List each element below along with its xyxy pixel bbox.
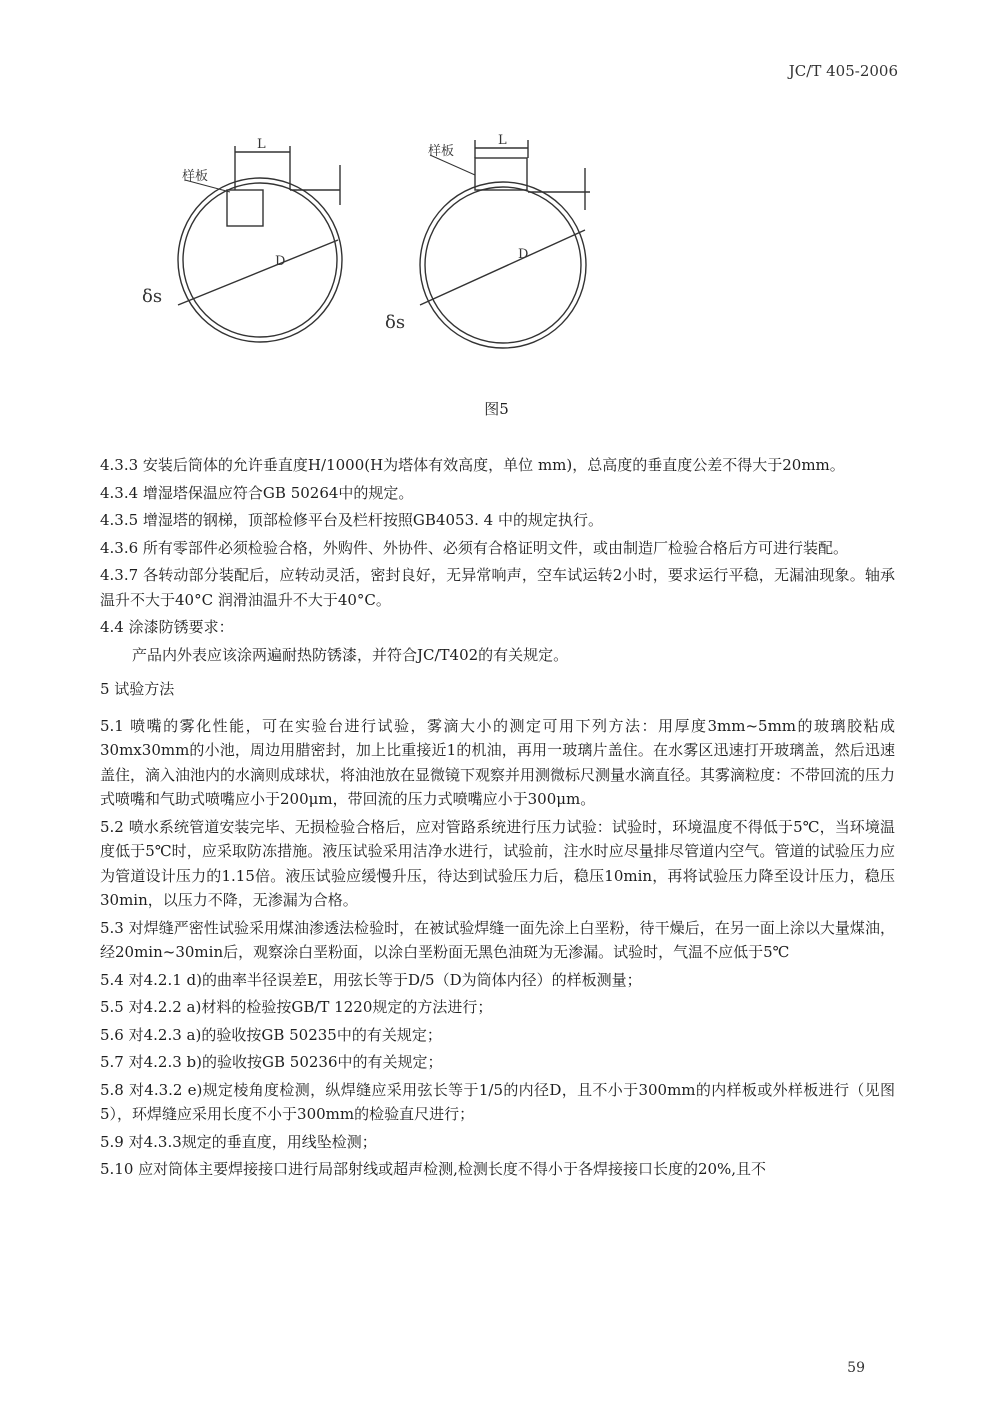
left-width-label: L <box>257 137 266 152</box>
standard-code: JC/T 405-2006 <box>788 62 898 80</box>
left-vessel-inner-circle <box>183 183 337 337</box>
para-5-7: 5.7 对4.2.3 b)的验收按GB 50236中的有关规定； <box>100 1053 443 1071</box>
left-template-label: 样板 <box>182 169 209 184</box>
body-text <box>100 453 895 1185</box>
figure-5 <box>130 130 610 390</box>
right-template-label: 样板 <box>428 144 455 159</box>
right-width-label: L <box>498 133 507 148</box>
para-5-1: 5.1 喷嘴的雾化性能，可在实验台进行试验，雾滴大小的测定可用下列方法：用厚度3mm~5mm的玻璃胶粘成30mx30mm的小池，周边用腊密封，加上比重接近1的机油，再用一玻璃片盖住。在水雾区迅速打开玻璃盖，然后迅速盖住，滴入油池内的水滴则成球状，将油池放在显微镜下观察并用测微标尺测量水滴直径。其雾滴粒度：不带回流的压力式喷嘴和气助式喷嘴应小于200μm，带回流的压力式喷嘴应小于300μm。 <box>100 716 896 808</box>
para-5-10: 5.10 应对筒体主要焊接接口进行局部射线或超声检测,检测长度不得小于各焊接接口长度的20%,且不 <box>100 1160 767 1178</box>
right-vessel-inner-circle <box>425 187 581 343</box>
para-5-9: 5.9 对4.3.3规定的垂直度，用线坠检测； <box>100 1132 377 1151</box>
para-4-3-6: 4.3.6 所有零部件必须检验合格，外购件、外协件、必须有合格证明文件，或由制造厂检验合格后方可进行装配。 <box>100 538 848 557</box>
para-4-4: 4.4 涂漆防锈要求： <box>100 618 234 636</box>
para-4-3-4: 4.3.4 增湿塔保温应符合GB 50264中的规定。 <box>100 483 414 502</box>
right-diameter-label: D <box>518 247 529 262</box>
para-4-3-5: 4.3.5 增湿塔的钢梯，顶部检修平台及栏杆按照GB4053. 4 中的规定执行。 <box>100 511 603 529</box>
right-thickness-label: δs <box>385 312 406 333</box>
para-5-4: 5.4 对4.2.1 d)的曲率半径误差E，用弦长等于D/5（D为筒体内径）的样板测量； <box>100 970 642 989</box>
left-thickness-label: δs <box>142 286 163 307</box>
para-5-3: 5.3 对焊缝严密性试验采用煤油渗透法检验时，在被试验焊缝一面先涂上白垩粉，待干燥后，在另一面上涂以大量煤油，经20min~30min后，观察涂白垩粉面，以涂白垩粉面无黑色油斑为无渗漏。试验时，气温不应低于5℃ <box>100 918 895 961</box>
left-vessel-circle <box>178 178 342 342</box>
para-4-3-7: 4.3.7 各转动部分装配后，应转动灵活，密封良好，无异常响声，空车试运转2小时，要求运行平稳，无漏油现象。轴承温升不大于40°C 润滑油温升不大于40°C。 <box>100 566 895 609</box>
section-5-title: 5 试验方法 <box>100 680 175 698</box>
para-4-4-body: 产品内外表应该涂两遍耐热防锈漆，并符合JC/T402的有关规定。 <box>132 645 569 664</box>
right-vessel-circle <box>420 182 586 348</box>
page-number: 59 <box>847 1360 865 1376</box>
para-4-3-3: 4.3.3 安装后筒体的允许垂直度H/1000(H为塔体有效高度，单位 mm)，总高度的垂直度公差不得大于20mm。 <box>100 456 845 474</box>
para-5-5: 5.5 对4.2.2 a)材料的检验按GB/T 1220规定的方法进行； <box>100 998 493 1016</box>
para-5-8: 5.8 对4.3.2 e)规定棱角度检测，纵焊缝应采用弦长等于1/5的内径D，且不小于300mm的内样板或外样板进行（见图5），环焊缝应采用长度不小于300mm的检验直尺进行； <box>100 1080 895 1123</box>
left-diameter-line <box>178 240 338 305</box>
figure-caption: 图5 <box>484 400 509 418</box>
para-5-6: 5.6 对4.2.3 a)的验收按GB 50235中的有关规定； <box>100 1025 442 1044</box>
left-template <box>227 190 263 226</box>
right-diameter-line <box>420 230 585 305</box>
left-diameter-label: D <box>275 254 286 269</box>
para-5-2: 5.2 喷水系统管道安装完毕、无损检验合格后，应对管路系统进行压力试验：试验时，环境温度不得低于5℃，当环境温度低于5℃时，应采取防冻措施。液压试验采用洁净水进行，试验前，注水时应尽量排尽管道内空气。管道的试验压力应为管道设计压力的1.15倍。液压试验应缓慢升压，待达到试验压力后，稳压10min，再将试验压力降至设计压力，稳压30min，以压力不降，无渗漏为合格。 <box>100 817 895 909</box>
